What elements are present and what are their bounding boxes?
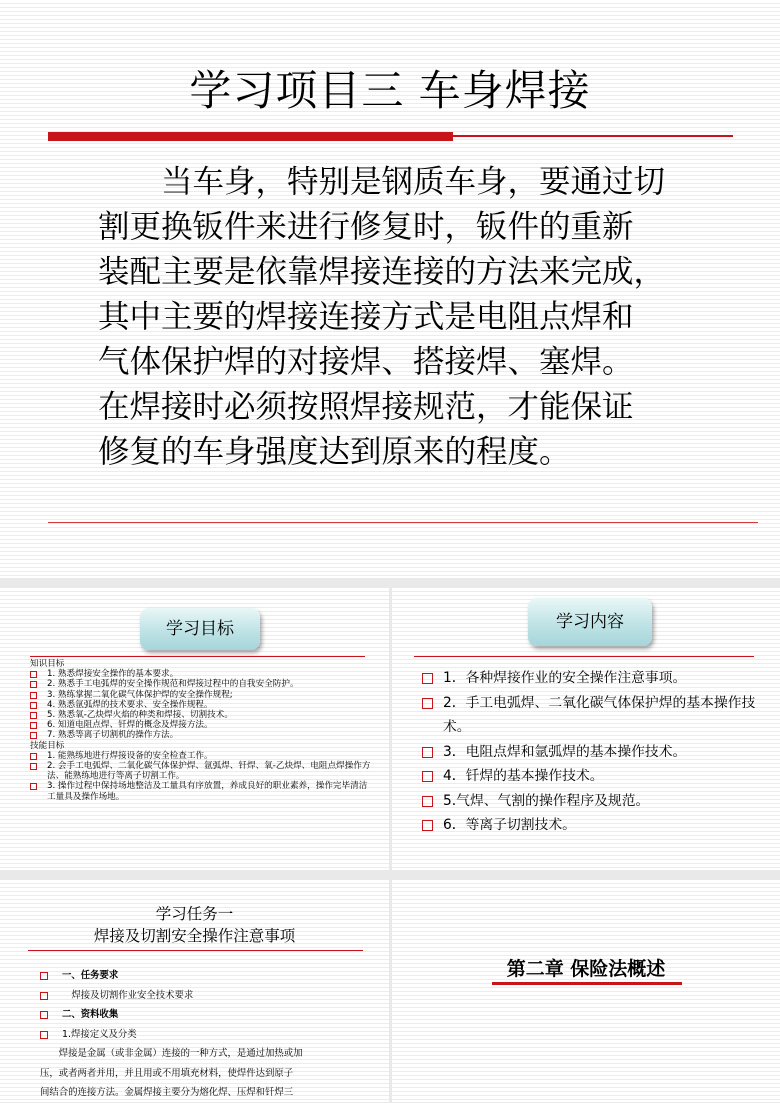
body-line: 其中主要的焊接连接方式是电阻点焊和 [98,299,634,335]
list-item: 5. 熟悉氧-乙炔焊火焰的种类和焊接、切割技术。 [30,710,375,720]
list-item: 2. 会手工电弧焊、二氧化碳气体保护焊、氩弧焊、钎焊、氧-乙炔焊、电阻点焊操作方法、能熟练地进行等离子切割工作。 [30,761,375,781]
objectives-list [30,659,375,802]
bullet-icon [422,747,433,758]
list-item: 焊接及切割作业安全技术要求 [40,986,370,1006]
content-slide [392,588,780,870]
objectives-slide [0,588,389,870]
body-line: 当车身，特别是钢质车身，要通过切 [98,164,666,200]
bullet-icon [30,702,37,709]
bullet-icon [30,722,37,729]
title-underline-thin [453,135,733,137]
chapter-underline [492,982,682,985]
bullet-icon [30,712,37,719]
bullet-icon [30,753,37,760]
bullet-icon [422,820,433,831]
list-item: 2．手工电弧焊、二氧化碳气体保护焊的基本操作技术。 [422,691,762,740]
list-item: 5.气焊、气割的操作程序及规范。 [422,789,762,814]
bullet-icon [40,1011,48,1019]
bullet-icon [422,771,433,782]
list-item: 二、资料收集 [40,1005,370,1025]
list-item: 1．各种焊接作业的安全操作注意事项。 [422,666,762,691]
list-item: 一、任务要求 [40,966,370,986]
content-button[interactable]: 学习内容 [528,598,652,646]
list-item: 3．电阻点焊和氩弧焊的基本操作技术。 [422,740,762,765]
list-item: 4. 熟悉氩弧焊的技术要求、安全操作规程。 [30,700,375,710]
paragraph-line: 焊接是金属（或非金属）连接的一种方式，是通过加热或加 [40,1048,303,1059]
divider [30,656,365,657]
body-line: 装配主要是依靠焊接连接的方法来完成， [98,254,666,290]
bullet-icon [422,796,433,807]
body-line: 修复的车身强度达到原来的程度。 [98,434,571,470]
chapter-slide [392,880,780,1102]
bullet-icon [40,1031,48,1039]
bullet-icon [30,763,37,770]
divider [414,656,754,657]
skill-heading: 技能目标 [30,740,65,751]
list-item: 6．等离子切割技术。 [422,813,762,838]
list-item: 1. 能熟练地进行焊接设备的安全检查工作。 [30,751,375,761]
knowledge-heading: 知识目标 [30,659,65,669]
task-slide [0,880,389,1102]
list-item: 4．钎焊的基本操作技术。 [422,764,762,789]
list-item: 3. 熟练掌握二氧化碳气体保护焊的安全操作规程; [30,690,375,700]
body-line: 割更换钣件来进行修复时，钣件的重新 [98,209,634,245]
bullet-icon [422,698,433,709]
task-title: 学习任务一 [155,905,234,923]
bullet-icon [30,783,37,790]
chapter-title: 第二章 保险法概述 [506,958,666,980]
list-item: 1. 熟悉焊接安全操作的基本要求。 [30,669,375,679]
bullet-icon [30,692,37,699]
list-item: 2. 熟悉手工电弧焊的安全操作规范和焊接过程中的自我安全防护。 [30,679,375,689]
divider [28,950,363,951]
bullet-icon [30,732,37,739]
bullet-icon [422,673,433,684]
body-line: 在焊接时必须按照焊接规范，才能保证 [98,389,634,425]
body-line: 气体保护焊的对接焊、搭接焊、塞焊。 [98,344,634,380]
bottom-divider [48,522,758,523]
objectives-button[interactable]: 学习目标 [140,608,260,650]
task-subtitle: 焊接及切割安全操作注意事项 [93,927,296,945]
paragraph-line: 间结合的连接方法。金属焊接主要分为熔化焊、压焊和钎焊三 [40,1087,294,1098]
bullet-icon [30,671,37,678]
list-item: 3. 操作过程中保持场地整洁及工量具有序放置，养成良好的职业素养，操作完毕清洁工量具及操作场地。 [30,781,375,801]
slide-body [98,160,738,475]
title-underline-thick [48,132,453,141]
bullet-icon [40,972,48,980]
bullet-icon [30,681,37,688]
list-item: 1.焊接定义及分类 [40,1025,370,1045]
bullet-icon [40,992,48,1000]
list-item: 7. 熟悉等离子切割机的操作方法。 [30,730,375,740]
content-list [422,666,762,838]
slide-title: 学习项目三 车身焊接 [189,66,591,115]
paragraph-line: 压，或者两者并用，并且用或不用填充材料，使焊件达到原子 [40,1067,294,1079]
list-item: 6. 知道电阻点焊、钎焊的概念及焊接方法。 [30,720,375,730]
task-list [40,966,370,1103]
